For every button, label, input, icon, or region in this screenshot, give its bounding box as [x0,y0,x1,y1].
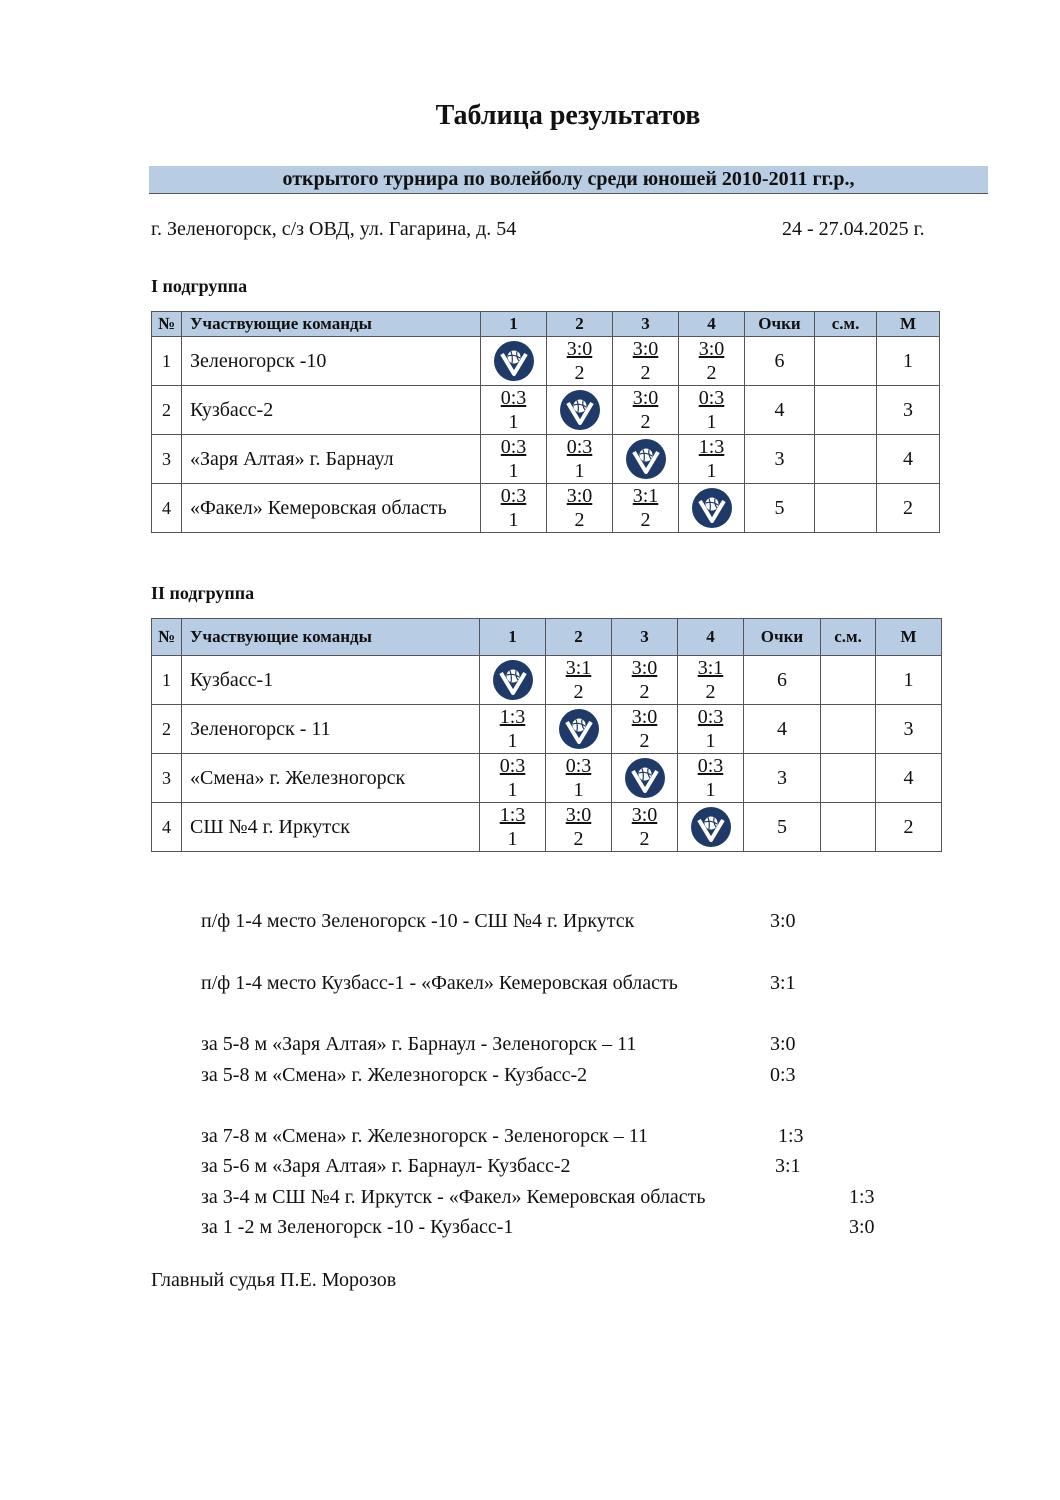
row-number: 3 [152,754,182,803]
match-score: 3:0 [770,1033,796,1055]
match-result-cell [547,435,613,484]
self-match-cell [678,803,744,852]
match-result-cell [481,484,547,533]
match-points: 1 [706,411,717,433]
final-place: 2 [877,484,940,533]
match-result-cell [679,435,745,484]
volleyball-logo-icon [493,340,535,382]
sm-value [821,705,876,754]
col-header-no: № [152,312,182,337]
row-number: 2 [152,386,182,435]
match-points: 1 [508,460,519,482]
table-row [152,803,942,852]
set-score: 0:3 [698,387,725,409]
col-header-sm: с.м. [815,312,877,337]
total-points: 6 [745,337,815,386]
sm-value [815,337,877,386]
match-points: 2 [574,362,585,384]
col-header-team: Участвующие команды [182,619,480,656]
match-result-cell [546,803,612,852]
set-score: 0:3 [697,706,724,728]
team-name: Зеленогорск -10 [182,337,481,386]
set-score: 3:0 [566,485,593,507]
volleyball-logo-icon [625,438,667,480]
set-score: 0:3 [500,387,527,409]
set-score: 0:3 [566,436,593,458]
col-header-team: Участвующие команды [182,312,481,337]
table-row [152,705,942,754]
self-match-cell [480,656,546,705]
match-points: 2 [639,730,650,752]
match-score: 1:3 [778,1125,804,1147]
sm-value [815,484,877,533]
team-name: «Заря Алтая» г. Барнаул [182,435,481,484]
match-label: за 5-6 м «Заря Алтая» г. Барнаул- Кузбасс-2 [201,1155,571,1177]
match-line [201,1155,801,1178]
match-points: 1 [507,730,518,752]
match-points: 2 [640,411,651,433]
match-line [201,1216,875,1239]
set-score: 0:3 [697,755,724,777]
group2-results-table [151,618,942,852]
match-result-cell [546,656,612,705]
sm-value [821,754,876,803]
match-label: п/ф 1-4 место Кузбасс-1 - «Факел» Кемеровская область [201,972,678,994]
col-header-place: М [876,619,942,656]
row-number: 1 [152,656,182,705]
match-points: 1 [705,779,716,801]
match-points: 1 [507,779,518,801]
table-header-row [152,619,942,656]
volleyball-logo-icon [559,389,601,431]
match-points: 1 [573,779,584,801]
total-points: 5 [745,484,815,533]
match-line [201,1186,875,1209]
set-score: 3:0 [631,804,658,826]
match-result-cell [678,754,744,803]
group2-title: II подгруппа [151,583,255,603]
set-score: 3:0 [698,338,725,360]
set-score: 3:0 [565,804,592,826]
match-score: 0:3 [770,1064,796,1086]
final-place: 1 [877,337,940,386]
match-line [201,910,796,933]
team-name: СШ №4 г. Иркутск [182,803,480,852]
group1-title: I подгруппа [151,276,248,296]
match-result-cell [480,754,546,803]
match-result-cell [547,337,613,386]
table-row [152,337,940,386]
match-line [201,1033,796,1056]
team-name: Зеленогорск - 11 [182,705,480,754]
match-points: 2 [640,509,651,531]
sm-value [821,656,876,705]
final-place: 4 [877,435,940,484]
set-score: 3:1 [697,657,724,679]
final-place: 1 [876,656,942,705]
table-header-row [152,312,940,337]
match-label: за 7-8 м «Смена» г. Железногорск - Зеленогорск – 11 [201,1125,648,1147]
set-score: 0:3 [499,755,526,777]
self-match-cell [613,435,679,484]
total-points: 6 [744,656,821,705]
set-score: 3:0 [632,387,659,409]
row-number: 4 [152,803,182,852]
match-line [201,1064,796,1087]
col-header-2: 2 [546,619,612,656]
volleyball-logo-icon [558,708,600,750]
total-points: 3 [744,754,821,803]
set-score: 3:1 [632,485,659,507]
set-score: 3:0 [631,706,658,728]
set-score: 0:3 [565,755,592,777]
col-header-points: Очки [744,619,821,656]
set-score: 0:3 [500,436,527,458]
team-name: Кузбасс-1 [182,656,480,705]
volleyball-logo-icon [492,659,534,701]
col-header-3: 3 [612,619,678,656]
row-number: 4 [152,484,182,533]
match-score: 3:0 [770,910,796,932]
match-result-cell [612,705,678,754]
match-result-cell [612,656,678,705]
col-header-4: 4 [678,619,744,656]
match-score: 3:1 [775,1155,801,1177]
match-points: 1 [508,509,519,531]
col-header-3: 3 [613,312,679,337]
volleyball-logo-icon [691,487,733,529]
table-row [152,754,942,803]
match-result-cell [613,386,679,435]
match-points: 1 [705,730,716,752]
match-label: п/ф 1-4 место Зеленогорск -10 - СШ №4 г. Иркутск [201,910,635,932]
group1-results-table [151,311,940,533]
team-name: «Смена» г. Железногорск [182,754,480,803]
self-match-cell [546,705,612,754]
set-score: 3:0 [631,657,658,679]
match-line [201,1125,804,1148]
sm-value [815,435,877,484]
self-match-cell [547,386,613,435]
set-score: 3:0 [566,338,593,360]
col-header-points: Очки [745,312,815,337]
table-row [152,656,942,705]
match-points: 2 [639,681,650,703]
match-points: 1 [706,460,717,482]
set-score: 1:3 [698,436,725,458]
row-number: 2 [152,705,182,754]
dates-text: 24 - 27.04.2025 г. [782,218,925,240]
self-match-cell [679,484,745,533]
match-result-cell [679,337,745,386]
row-number: 3 [152,435,182,484]
team-name: «Факел» Кемеровская область [182,484,481,533]
match-line [201,972,796,995]
match-label: за 3-4 м СШ №4 г. Иркутск - «Факел» Кемеровская область [201,1186,706,1208]
match-result-cell [612,803,678,852]
col-header-1: 1 [481,312,547,337]
match-result-cell [480,705,546,754]
match-result-cell [480,803,546,852]
match-result-cell [678,656,744,705]
table-row [152,435,940,484]
match-points: 1 [507,828,518,850]
set-score: 1:3 [499,804,526,826]
match-score: 1:3 [849,1186,875,1208]
set-score: 3:0 [632,338,659,360]
self-match-cell [612,754,678,803]
referee-signature: Главный судья П.Е. Морозов [151,1269,397,1291]
set-score: 0:3 [500,485,527,507]
match-label: за 1 -2 м Зеленогорск -10 - Кузбасс-1 [201,1216,514,1238]
table-row [152,484,940,533]
team-name: Кузбасс-2 [182,386,481,435]
col-header-sm: с.м. [821,619,876,656]
venue-text: г. Зеленогорск, с/з ОВД, ул. Гагарина, д. 54 [151,218,517,240]
col-header-4: 4 [679,312,745,337]
volleyball-logo-icon [624,757,666,799]
match-result-cell [547,484,613,533]
match-points: 1 [574,460,585,482]
match-result-cell [613,337,679,386]
total-points: 3 [745,435,815,484]
set-score: 1:3 [499,706,526,728]
match-score: 3:1 [770,972,796,994]
total-points: 4 [745,386,815,435]
match-label: за 5-8 м «Смена» г. Железногорск - Кузбасс-2 [201,1064,588,1086]
final-place: 3 [876,705,942,754]
col-header-no: № [152,619,182,656]
match-result-cell [481,435,547,484]
final-place: 2 [876,803,942,852]
col-header-1: 1 [480,619,546,656]
final-place: 3 [877,386,940,435]
match-score: 3:0 [849,1216,875,1238]
match-label: за 5-8 м «Заря Алтая» г. Барнаул - Зеленогорск – 11 [201,1033,637,1055]
row-number: 1 [152,337,182,386]
table-row [152,386,940,435]
match-points: 2 [705,681,716,703]
sm-value [815,386,877,435]
match-result-cell [613,484,679,533]
match-points: 2 [573,828,584,850]
self-match-cell [481,337,547,386]
col-header-place: М [877,312,940,337]
col-header-2: 2 [547,312,613,337]
match-points: 2 [573,681,584,703]
match-result-cell [678,705,744,754]
match-result-cell [481,386,547,435]
total-points: 5 [744,803,821,852]
total-points: 4 [744,705,821,754]
match-result-cell [679,386,745,435]
volleyball-logo-icon [690,806,732,848]
set-score: 3:1 [565,657,592,679]
match-result-cell [546,754,612,803]
match-points: 1 [508,411,519,433]
match-points: 2 [574,509,585,531]
match-points: 2 [639,828,650,850]
page-title: Таблица результатов [435,100,701,131]
tournament-subtitle: открытого турнира по волейболу среди юношей 2010-2011 гг.р., [149,166,988,194]
sm-value [821,803,876,852]
final-place: 4 [876,754,942,803]
match-points: 2 [640,362,651,384]
match-points: 2 [706,362,717,384]
